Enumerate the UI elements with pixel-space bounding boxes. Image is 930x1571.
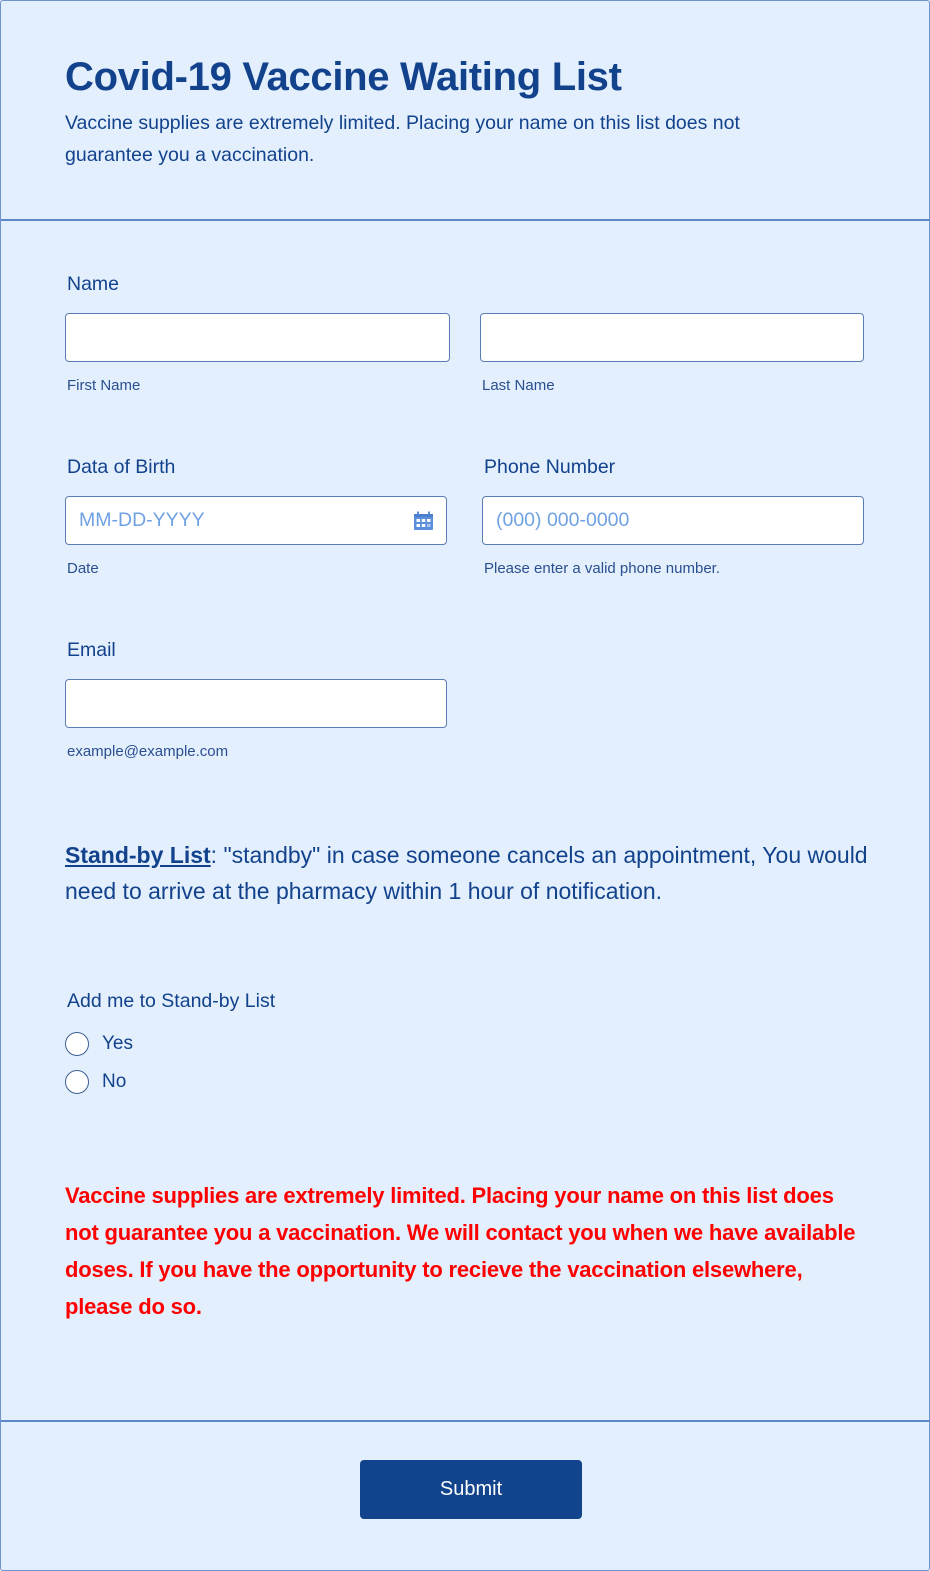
first-name-sublabel: First Name: [67, 377, 141, 394]
radio-button-yes[interactable]: [65, 1032, 89, 1056]
warning-notice: Vaccine supplies are extremely limited. Placing your name on this list does not guarantee you a vaccination. We will contact you when we have available doses. If you have the opportunity to recieve the vaccination elsewhere, please do so.: [65, 1183, 856, 1319]
radio-option-no[interactable]: [65, 1069, 126, 1095]
dob-label: Data of Birth: [67, 456, 176, 478]
first-name-input[interactable]: [65, 313, 450, 362]
phone-sublabel: Please enter a valid phone number.: [484, 560, 720, 577]
page-subtitle: Vaccine supplies are extremely limited. Placing your name on this list does not guarantee you a vaccination.: [65, 112, 740, 166]
page-title: Covid-19 Vaccine Waiting List: [65, 55, 622, 99]
name-label: Name: [67, 273, 120, 295]
calendar-icon[interactable]: [414, 511, 433, 530]
email-input[interactable]: [65, 679, 447, 728]
standby-info-body: : "standby" in case someone cancels an appointment, You would need to arrive at the pharmacy within 1 hour of notification.: [65, 842, 868, 904]
dob-sublabel: Date: [67, 560, 99, 577]
radio-option-yes[interactable]: [65, 1031, 133, 1057]
standby-list-link[interactable]: Stand-by List: [65, 842, 211, 868]
email-sublabel: example@example.com: [67, 743, 229, 760]
submit-button[interactable]: Submit: [360, 1460, 582, 1519]
standby-question-label: Add me to Stand-by List: [67, 990, 276, 1012]
radio-label-yes[interactable]: Yes: [102, 1033, 133, 1054]
phone-label: Phone Number: [484, 456, 616, 478]
radio-button-no[interactable]: [65, 1070, 89, 1094]
email-label: Email: [67, 639, 116, 661]
header-divider: [1, 219, 930, 221]
last-name-sublabel: Last Name: [482, 377, 555, 394]
dob-input[interactable]: [65, 496, 447, 545]
last-name-input[interactable]: [480, 313, 864, 362]
phone-input[interactable]: [482, 496, 864, 545]
radio-label-no[interactable]: No: [102, 1071, 127, 1092]
standby-info-text: [65, 837, 875, 909]
footer-divider: [1, 1420, 930, 1422]
